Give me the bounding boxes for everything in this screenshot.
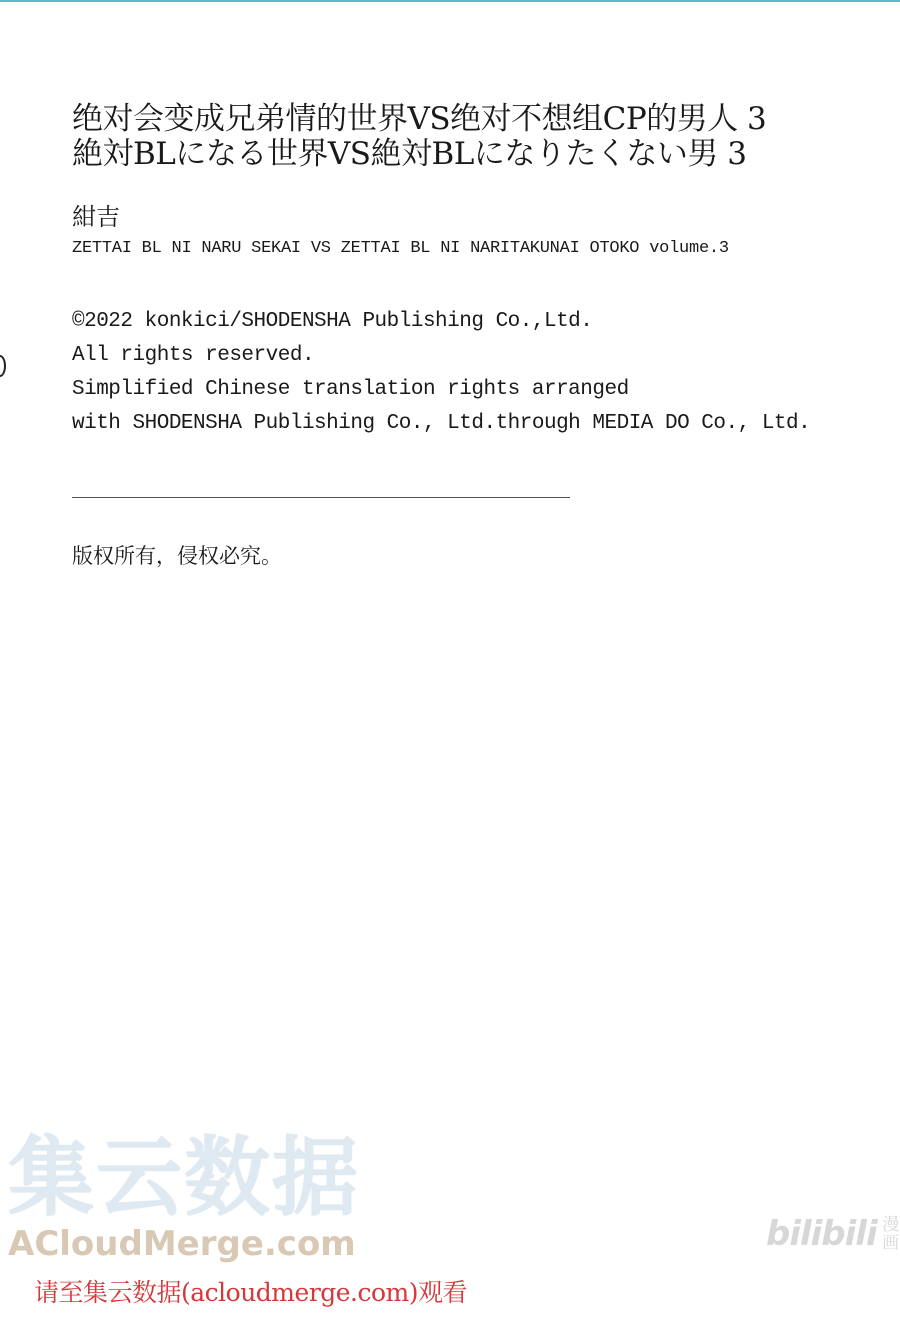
book-title-japanese: 絶対BLになる世界VS絶対BLになりたくない男 3 (72, 136, 747, 172)
author-name: 紺吉 (72, 203, 120, 231)
translation-rights-line: Simplified Chinese translation rights arranged (72, 378, 629, 401)
watermark-english: ACloudMerge.com (8, 1224, 356, 1264)
bilibili-manga-logo (766, 1214, 900, 1254)
romaji-title: ZETTAI BL NI NARU SEKAI VS ZETTAI BL NI NARITAKUNAI OTOKO volume.3 (72, 239, 729, 258)
book-title-chinese: 绝对会变成兄弟情的世界VS绝对不想组CP的男人 3 (72, 101, 767, 137)
page-edge-mark (0, 355, 6, 377)
watermark-chinese: 集云数据 (8, 1128, 360, 1228)
rights-notice: 版权所有，侵权必究。 (72, 544, 282, 568)
rights-reserved-line: All rights reserved. (72, 344, 315, 367)
copyright-line: ©2022 konkici/SHODENSHA Publishing Co.,Ltd. (72, 310, 593, 333)
top-accent-rule (0, 0, 900, 2)
divider-line (72, 497, 570, 498)
bilibili-logo-text: bilibili (766, 1214, 877, 1254)
copyright-block (72, 305, 810, 441)
watermark-link-text[interactable]: 请至集云数据(acloudmerge.com)观看 (34, 1278, 468, 1307)
manga-label: 漫画 (882, 1215, 900, 1253)
arrangement-line: with SHODENSHA Publishing Co., Ltd.through MEDIA DO Co., Ltd. (72, 412, 811, 435)
